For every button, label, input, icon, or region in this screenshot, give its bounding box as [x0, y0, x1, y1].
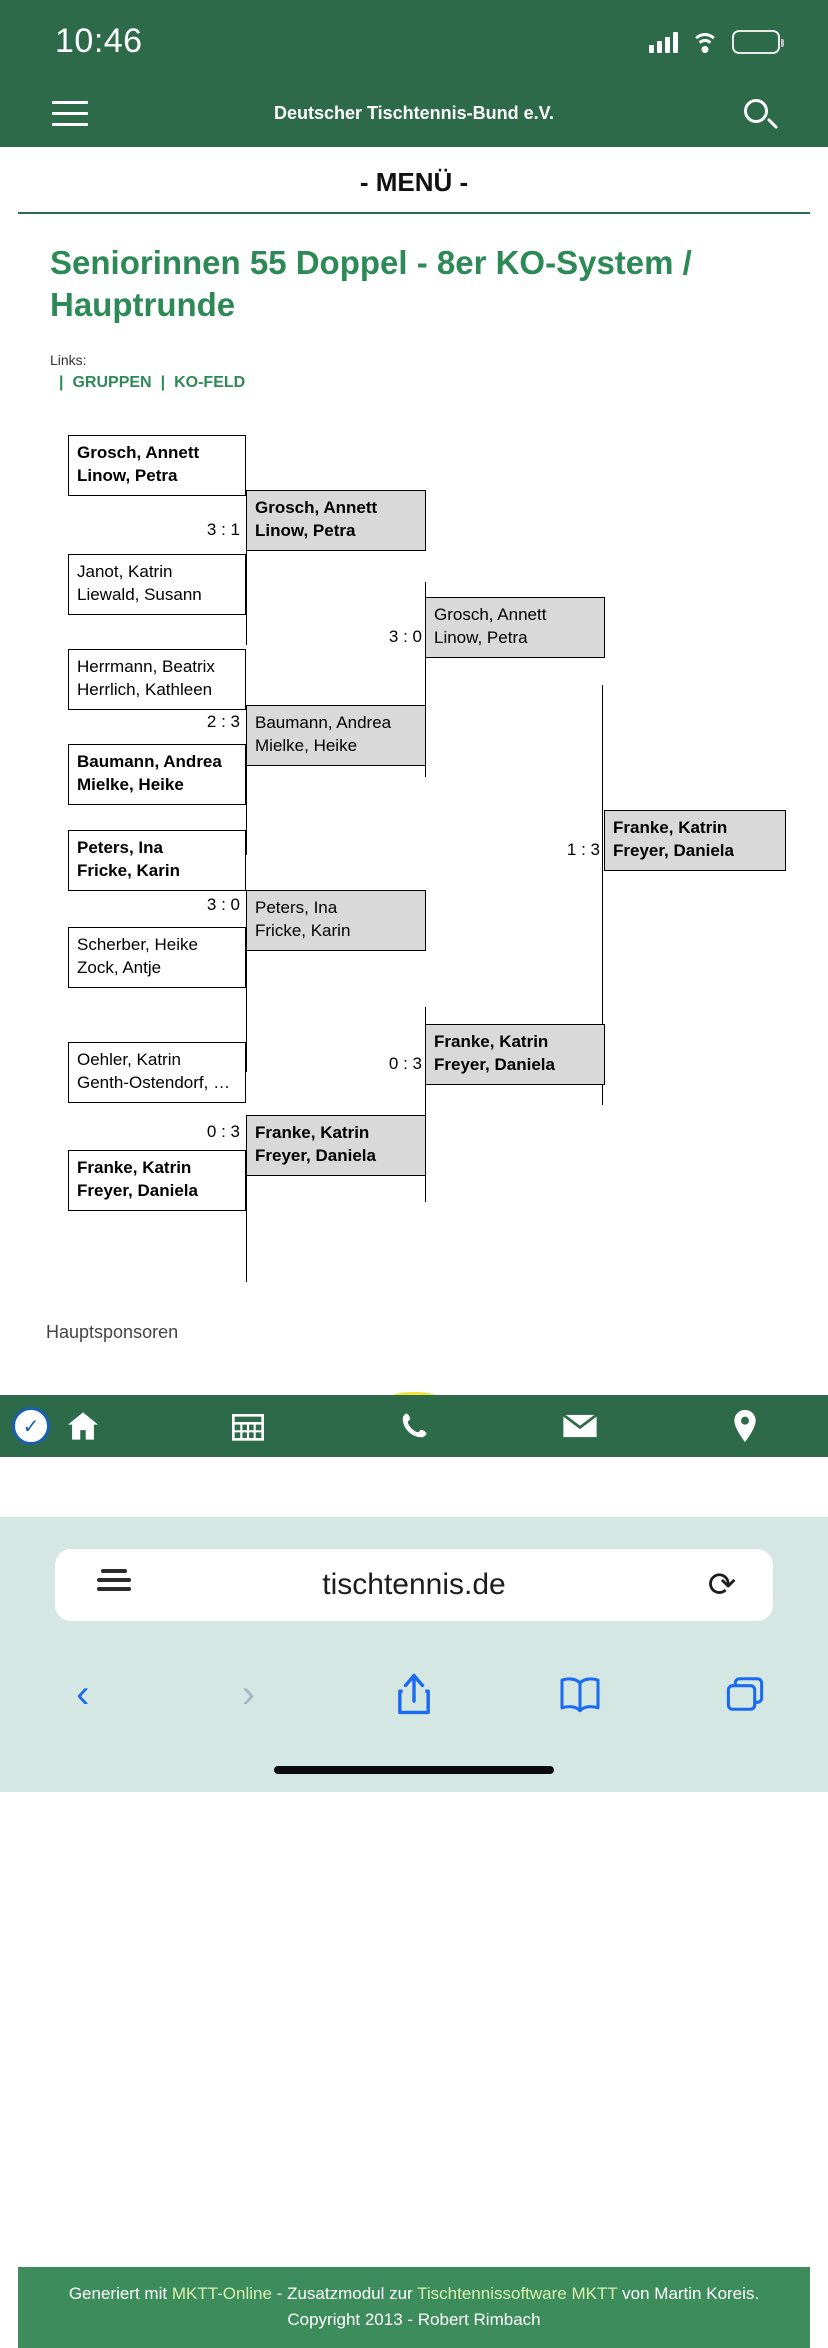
browser-chrome: [0, 1517, 828, 1792]
link-separator-2: |: [160, 374, 166, 392]
team-line-1: Franke, Katrin: [434, 1032, 549, 1052]
url-bar[interactable]: [55, 1549, 773, 1621]
tab-location[interactable]: [662, 1410, 828, 1442]
home-icon: [66, 1411, 100, 1441]
bracket-team: [425, 1024, 605, 1084]
team-line-1: Grosch, Annett: [255, 498, 378, 518]
team-line-2: Freyer, Daniela: [613, 841, 734, 861]
tournament-bracket: [18, 422, 810, 1201]
team-line-2: Linow, Petra: [77, 466, 178, 486]
team-line-2: Linow, Petra: [255, 521, 356, 541]
team-line-1: Baumann, Andrea: [255, 713, 392, 733]
calendar-icon: [232, 1411, 264, 1441]
app-tab-bar: [0, 1395, 828, 1457]
forward-chevron-icon: ›: [241, 1672, 256, 1716]
browser-toolbar: [0, 1649, 828, 1739]
wifi-icon: [690, 31, 720, 53]
mail-icon: [562, 1412, 598, 1440]
bracket-team: [68, 554, 246, 614]
site-title: Deutscher Tischtennis-Bund e.V.: [273, 103, 555, 123]
bracket-team: [246, 705, 426, 765]
match-score: 0 : 3: [206, 1122, 240, 1142]
tab-phone[interactable]: [331, 1411, 497, 1441]
bracket-team: [68, 744, 246, 804]
team-line-2: Mielke, Heike: [77, 775, 184, 795]
team-line-2: Genth-Ostendorf, …: [77, 1073, 231, 1093]
status-bar: [0, 0, 828, 85]
footer-part3: von Martin Koreis.: [617, 2284, 760, 2304]
match-score: 2 : 3: [206, 712, 240, 732]
team-line-1: Peters, Ina: [255, 898, 338, 918]
team-line-1: Scherber, Heike: [77, 935, 198, 955]
footer-part1: Generiert mit: [68, 2284, 172, 2304]
team-line-1: Franke, Katrin: [77, 1158, 192, 1178]
book-icon[interactable]: [497, 1676, 663, 1712]
phone-icon: [399, 1411, 429, 1441]
team-line-2: Freyer, Daniela: [77, 1181, 198, 1201]
team-line-1: Franke, Katrin: [613, 818, 728, 838]
bracket-team: [68, 649, 246, 709]
links-label: Links:: [50, 352, 87, 369]
tabs-icon[interactable]: [662, 1676, 828, 1712]
cellular-signal-icon: [649, 31, 678, 53]
back-chevron-icon[interactable]: ‹: [76, 1672, 90, 1716]
sponsors-heading: Hauptsponsoren: [46, 1322, 179, 1343]
team-line-1: Janot, Katrin: [77, 562, 173, 582]
team-line-2: Zock, Antje: [77, 958, 162, 978]
home-indicator: [274, 1766, 554, 1774]
team-line-2: Liewald, Susann: [77, 585, 202, 605]
footer-part2: - Zusatzmodul zur: [271, 2284, 418, 2304]
match-score: 1 : 3: [566, 840, 600, 860]
team-line-1: Grosch, Annett: [77, 443, 200, 463]
link-gruppen[interactable]: GRUPPEN: [72, 374, 152, 392]
match-score: 3 : 1: [206, 520, 240, 540]
match-score: 3 : 0: [206, 895, 240, 915]
team-line-2: Freyer, Daniela: [434, 1055, 555, 1075]
page-title: Seniorinnen 55 Doppel - 8er KO-System / Hauptrunde: [50, 244, 692, 324]
tab-mail[interactable]: [497, 1412, 663, 1440]
team-line-2: Freyer, Daniela: [255, 1146, 376, 1166]
search-icon[interactable]: [742, 97, 780, 135]
team-line-1: Oehler, Katrin: [77, 1050, 181, 1070]
team-line-2: Mielke, Heike: [255, 736, 358, 756]
footer-copyright: Copyright 2013 - Robert Rimbach: [287, 2309, 541, 2329]
tab-calendar[interactable]: [166, 1411, 332, 1441]
team-line-2: Linow, Petra: [434, 628, 528, 648]
team-line-2: Herrlich, Kathleen: [77, 680, 213, 700]
bracket-team: [68, 830, 246, 890]
sponsor-strip: [0, 1457, 828, 1497]
share-icon[interactable]: [331, 1672, 497, 1716]
bracket-team: [246, 890, 426, 950]
link-separator-1: |: [59, 374, 64, 392]
bracket-team: [425, 597, 605, 657]
verified-check-icon: ✓: [12, 1407, 50, 1445]
reload-icon[interactable]: ⟳: [707, 1566, 737, 1604]
footer-link-software[interactable]: Tischtennissoftware MKTT: [417, 2284, 618, 2304]
generated-footer: [18, 2267, 810, 2348]
match-score: 0 : 3: [388, 1054, 422, 1074]
site-header: [0, 85, 828, 147]
url-text[interactable]: tischtennis.de: [322, 1568, 506, 1601]
match-score: 3 : 0: [388, 627, 422, 647]
battery-low-icon: [732, 30, 780, 54]
menu-bar[interactable]: - MENÜ -: [18, 147, 810, 214]
status-time: 10:46: [55, 22, 143, 60]
team-line-1: Baumann, Andrea: [77, 752, 222, 772]
link-ko-feld[interactable]: KO-FELD: [174, 374, 246, 392]
team-line-1: Franke, Katrin: [255, 1123, 370, 1143]
bracket-team: [68, 1150, 246, 1210]
status-indicators: [649, 30, 780, 54]
links-row: [50, 374, 810, 392]
bracket-winner: [604, 810, 786, 870]
bracket-team: [68, 1042, 246, 1102]
links-block: [50, 352, 810, 392]
connector: [246, 942, 247, 1072]
team-line-2: Fricke, Karin: [255, 921, 351, 941]
footer-link-mktt-online[interactable]: MKTT-Online: [171, 2284, 272, 2304]
bracket-team: [68, 927, 246, 987]
team-line-1: Herrmann, Beatrix: [77, 657, 215, 677]
team-line-2: Fricke, Karin: [77, 861, 180, 881]
bracket-team: [246, 1115, 426, 1175]
location-pin-icon: [733, 1410, 757, 1442]
team-line-1: Peters, Ina: [77, 838, 163, 858]
page-settings-icon[interactable]: [93, 1569, 135, 1601]
bracket-team: [246, 490, 426, 550]
bracket-team: [68, 435, 246, 495]
team-line-1: Grosch, Annett: [434, 605, 547, 625]
